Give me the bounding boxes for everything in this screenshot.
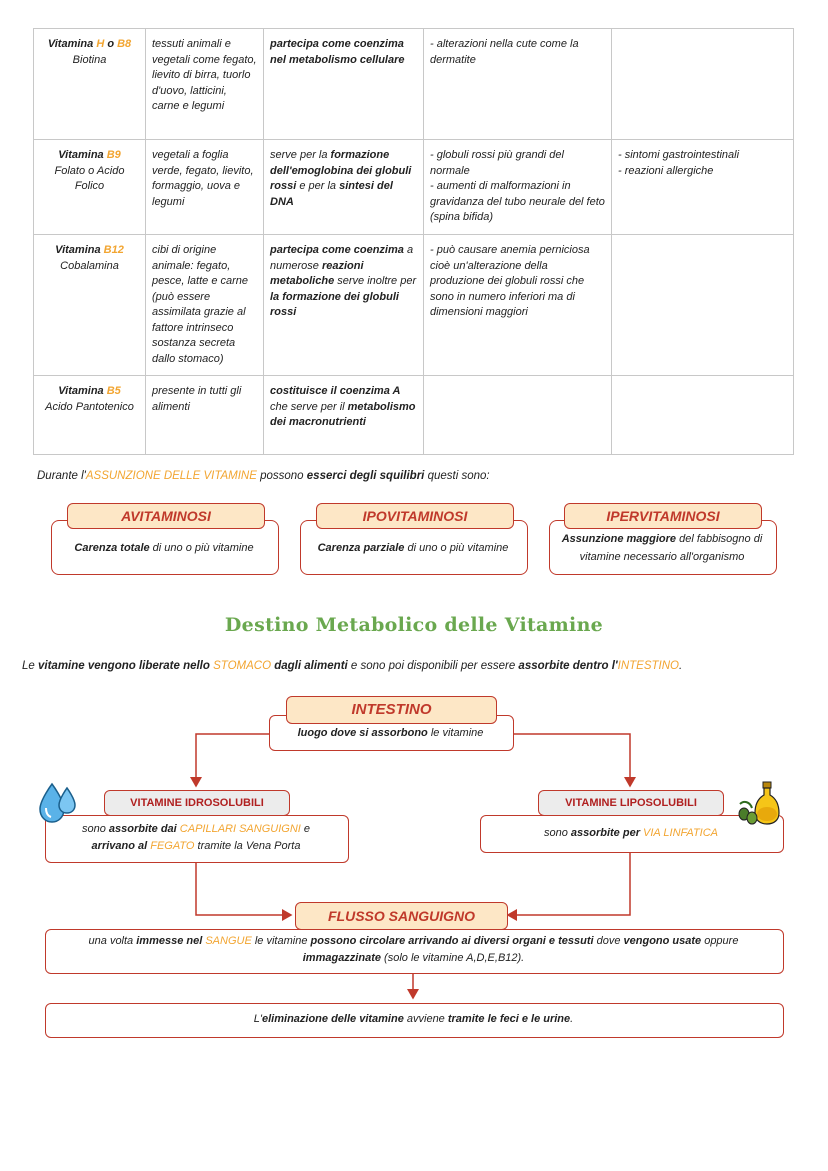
vitamin-sources: cibi di origine animale: fegato, pesce, latte e carne (può essere assimilata grazie al fattore intrinseco sostanza secreta dallo stomaco) xyxy=(146,235,264,376)
vitamin-sources: presente in tutti gli alimenti xyxy=(146,376,264,455)
lipo-label: VITAMINE LIPOSOLUBILI xyxy=(538,790,724,816)
arrow-to-lipo xyxy=(512,734,630,786)
arrow-lipo-to-flusso xyxy=(508,851,630,915)
ipervitaminosi-label: IPERVITAMINOSI xyxy=(564,503,762,529)
intestino-desc: luogo dove si assorbono le vitamine xyxy=(297,727,484,739)
vitamin-excess: - sintomi gastrointestinali - reazioni allergiche xyxy=(612,140,794,235)
absorption-paragraph: Le vitamine vengono liberate nello STOMACO dagli alimenti e sono poi disponibili per essere assorbite dentro l'INTESTINO. xyxy=(22,660,683,672)
idro-desc: sono assorbite dai CAPILLARI SANGUIGNI e arrivano al FEGATO tramite la Vena Porta xyxy=(81,823,311,852)
elimination-desc: L'eliminazione delle vitamine avviene tramite le feci e le urine. xyxy=(253,1013,574,1025)
lipo-desc: sono assorbite per VIA LINFATICA xyxy=(543,827,719,839)
vitamin-sources: tessuti animali e vegetali come fegato, lievito di birra, tuorlo d'uovo, latticini, carne e legumi xyxy=(146,29,264,140)
imbalances-intro: Durante l'ASSUNZIONE DELLE VITAMINE possono esserci degli squilibri questi sono: xyxy=(37,470,490,482)
intestino-label: INTESTINO xyxy=(286,696,497,724)
vitamin-name: Vitamina H o B8 Biotina xyxy=(34,29,146,140)
vitamin-name: Vitamina B9 Folato o Acido Folico xyxy=(34,140,146,235)
idro-label: VITAMINE IDROSOLUBILI xyxy=(104,790,290,816)
avitaminosi-label: AVITAMINOSI xyxy=(67,503,265,529)
ipovitaminosi-desc: Carenza parziale di uno o più vitamine xyxy=(317,542,509,554)
vitamin-sources: vegetali a foglia verde, fegato, lievito, formaggio, uova e legumi xyxy=(146,140,264,235)
vitamin-role: partecipa come coenzima a numerose reazioni metaboliche serve inoltre per la formazione dei globuli rossi xyxy=(264,235,424,376)
arrow-to-idro xyxy=(196,734,271,786)
olive-oil-icon xyxy=(736,780,784,826)
vitamin-deficiency: - alterazioni nella cute come la dermatite xyxy=(424,29,612,140)
vitamin-role: partecipa come coenzima nel metabolismo cellulare xyxy=(264,29,424,140)
vitamin-deficiency: - può causare anemia perniciosa cioè un'alterazione della produzione dei globuli rossi che sono in numero inferiori ma di dimensioni maggiori xyxy=(424,235,612,376)
ipervitaminosi-desc: Assunzione maggiore del fabbisogno di vitamine necessario all'organismo xyxy=(561,533,763,563)
flusso-desc: una volta immesse nel SANGUE le vitamine possono circolare arrivando ai diversi organi e tessuti dove vengono usate oppure immagazzinate (solo le vitamine A,D,E,B12). xyxy=(88,935,739,964)
section-title: Destino Metabolico delle Vitamine xyxy=(224,614,604,636)
water-drops-icon xyxy=(38,780,78,826)
avitaminosi-desc: Carenza totale di uno o più vitamine xyxy=(74,542,254,554)
vitamin-role: serve per la formazione dell'emoglobina dei globuli rossi e per la sintesi del DNA xyxy=(264,140,424,235)
vitamin-deficiency: - globuli rossi più grandi del normale - aumenti di malformazioni in gravidanza del tubo neurale del feto (spina bifida) xyxy=(424,140,612,235)
arrow-idro-to-flusso xyxy=(196,862,291,915)
vitamin-name: Vitamina B5 Acido Pantotenico xyxy=(34,376,146,455)
vitamin-name: Vitamina B12 Cobalamina xyxy=(34,235,146,376)
vitamin-role: costituisce il coenzima A che serve per il metabolismo dei macronutrienti xyxy=(264,376,424,455)
ipovitaminosi-label: IPOVITAMINOSI xyxy=(316,503,514,529)
flusso-label: FLUSSO SANGUIGNO xyxy=(295,902,508,930)
